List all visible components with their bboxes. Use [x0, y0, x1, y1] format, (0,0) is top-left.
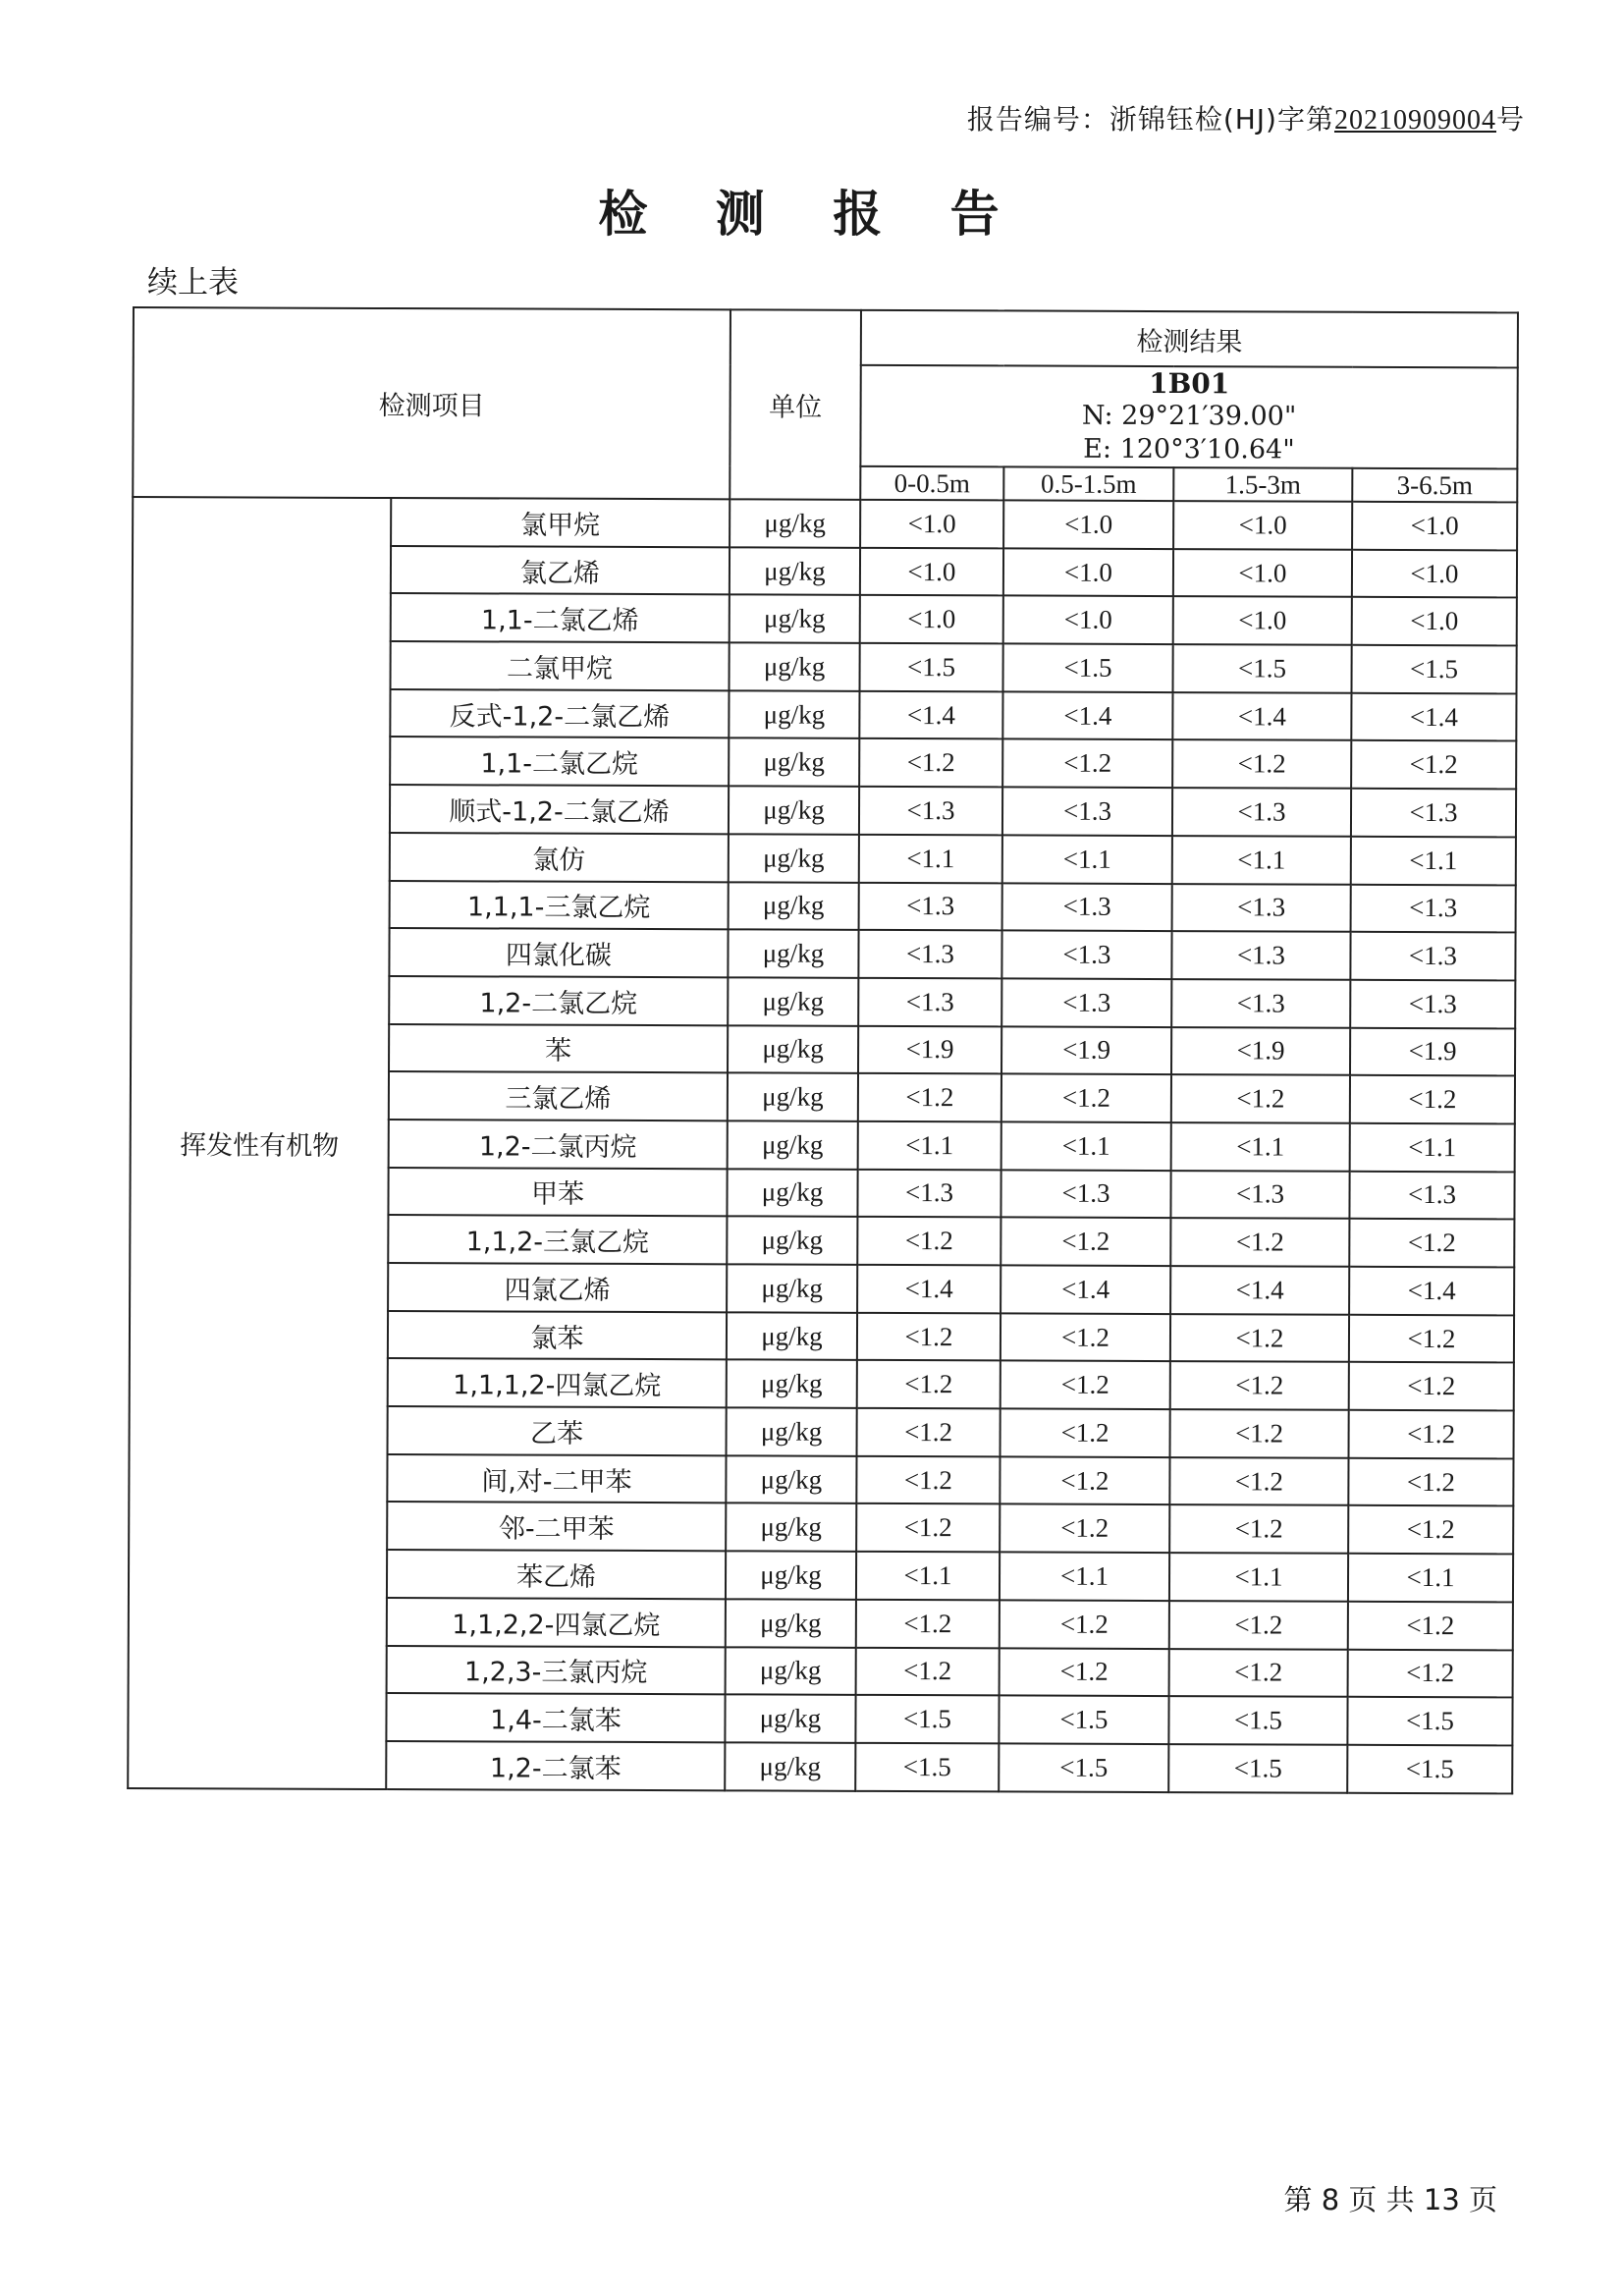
result-value: <1.3 — [1172, 884, 1351, 932]
result-value: <1.2 — [1000, 1648, 1169, 1696]
result-value: <1.3 — [1002, 788, 1172, 836]
results-header: 检测结果 — [861, 310, 1518, 368]
result-value: <1.5 — [999, 1696, 1168, 1744]
result-value: <1.5 — [999, 1743, 1168, 1791]
result-value: <1.5 — [855, 1743, 999, 1791]
result-value: <1.0 — [1173, 596, 1352, 644]
result-value: <1.2 — [1349, 1314, 1514, 1362]
analyte-name: 氯甲烷 — [391, 498, 730, 547]
result-value: <1.5 — [1347, 1697, 1512, 1745]
analyte-unit: μg/kg — [725, 1695, 855, 1743]
analyte-name: 间,对-二甲苯 — [387, 1454, 726, 1503]
result-value: <1.2 — [858, 1073, 1001, 1121]
result-value: <1.3 — [858, 978, 1001, 1026]
page-title: 检 测 报 告 — [598, 186, 1025, 243]
result-value: <1.2 — [1348, 1602, 1513, 1650]
analyte-name: 甲苯 — [388, 1168, 727, 1217]
result-value: <1.5 — [855, 1695, 999, 1743]
analyte-unit: μg/kg — [727, 1360, 857, 1408]
result-value: <1.2 — [1350, 1075, 1515, 1123]
result-value: <1.0 — [860, 500, 1003, 548]
analyte-unit: μg/kg — [730, 595, 860, 643]
analyte-unit: μg/kg — [728, 1121, 858, 1169]
result-value: <1.3 — [859, 882, 1002, 930]
analyte-unit: μg/kg — [727, 1264, 857, 1312]
site-longitude: E: 120°3′10.64" — [1083, 433, 1295, 465]
analyte-name: 1,2-二氯丙烷 — [389, 1120, 728, 1169]
result-value: <1.4 — [1170, 1266, 1349, 1314]
result-value: <1.1 — [1351, 837, 1516, 885]
result-value: <1.3 — [1171, 931, 1350, 979]
category-cell: 挥发性有机物 — [128, 497, 391, 1789]
result-value: <1.1 — [1001, 1121, 1171, 1170]
result-value: <1.9 — [1001, 1026, 1171, 1074]
analyte-name: 1,4-二氯苯 — [386, 1693, 725, 1742]
analyte-name: 邻-二甲苯 — [387, 1502, 726, 1551]
result-value: <1.4 — [1001, 1265, 1170, 1313]
analyte-unit: μg/kg — [729, 834, 859, 882]
report-number: 20210909004 — [1333, 105, 1496, 136]
result-value: <1.5 — [1168, 1696, 1347, 1744]
result-value: <1.2 — [857, 1313, 1001, 1361]
result-value: <1.2 — [1002, 739, 1172, 788]
continued-label: 续上表 — [147, 265, 239, 301]
result-value: <1.2 — [1170, 1361, 1349, 1409]
result-value: <1.0 — [860, 595, 1003, 643]
result-value: <1.3 — [857, 1169, 1001, 1217]
result-value: <1.2 — [859, 738, 1002, 787]
result-value: <1.2 — [1001, 1074, 1171, 1122]
unit-header: 单位 — [730, 309, 861, 500]
analyte-name: 反式-1,2-二氯乙烯 — [390, 689, 729, 738]
analyte-name: 氯苯 — [388, 1311, 727, 1360]
analyte-unit: μg/kg — [728, 1073, 858, 1121]
result-value: <1.4 — [1002, 691, 1172, 739]
result-value: <1.2 — [1000, 1504, 1169, 1553]
analyte-name: 1,2-二氯苯 — [386, 1741, 725, 1790]
result-value: <1.1 — [1172, 836, 1351, 884]
analyte-unit: μg/kg — [725, 1742, 855, 1790]
result-value: <1.2 — [1170, 1218, 1349, 1266]
analyte-unit: μg/kg — [726, 1455, 856, 1503]
analyte-unit: μg/kg — [727, 1169, 857, 1217]
result-value: <1.2 — [1169, 1601, 1348, 1649]
result-value: <1.2 — [1000, 1600, 1169, 1648]
result-value: <1.1 — [1002, 835, 1172, 883]
site-info — [860, 365, 1517, 469]
analyte-name: 1,1-二氯乙烷 — [390, 737, 729, 786]
analyte-name: 四氯乙烯 — [388, 1263, 727, 1312]
result-value: <1.0 — [1173, 501, 1352, 549]
result-value: <1.4 — [859, 691, 1002, 739]
result-value: <1.2 — [856, 1503, 1000, 1552]
result-value: <1.5 — [1351, 645, 1516, 693]
analyte-unit: μg/kg — [729, 882, 859, 930]
analyte-unit: μg/kg — [730, 547, 860, 595]
analyte-unit: μg/kg — [727, 1312, 857, 1360]
analyte-unit: μg/kg — [726, 1551, 856, 1599]
analyte-name: 二氯甲烷 — [391, 641, 730, 690]
result-value: <1.5 — [1347, 1745, 1512, 1793]
analyte-name: 顺式-1,2-二氯乙烯 — [390, 785, 729, 834]
analyte-unit: μg/kg — [726, 1599, 856, 1647]
result-value: <1.1 — [856, 1552, 1000, 1600]
result-value: <1.3 — [1349, 1171, 1514, 1219]
site-latitude: N: 29°21′39.00" — [1081, 400, 1297, 432]
item-header: 检测项目 — [133, 307, 730, 499]
result-value: <1.5 — [860, 643, 1003, 691]
result-value: <1.9 — [858, 1025, 1001, 1073]
result-value: <1.2 — [1348, 1649, 1513, 1697]
result-value: <1.3 — [1171, 979, 1350, 1027]
analyte-name: 1,2-二氯乙烷 — [389, 976, 728, 1025]
analyte-unit: μg/kg — [726, 1647, 856, 1695]
analyte-unit: μg/kg — [728, 1025, 858, 1073]
results-table — [127, 306, 1519, 1794]
result-value: <1.3 — [1002, 883, 1172, 931]
analyte-unit: μg/kg — [726, 1503, 856, 1552]
result-value: <1.1 — [1348, 1554, 1513, 1602]
report-number-label: 报告编号：浙锦钰检(HJ)字第 — [966, 103, 1334, 136]
result-value: <1.2 — [1351, 740, 1516, 789]
result-value: <1.5 — [1168, 1744, 1347, 1792]
result-value: <1.2 — [856, 1647, 1000, 1695]
analyte-unit: μg/kg — [729, 738, 859, 787]
result-value: <1.0 — [1003, 596, 1173, 644]
result-value: <1.4 — [1351, 693, 1516, 741]
result-value: <1.0 — [1352, 502, 1517, 550]
result-value: <1.3 — [1001, 1170, 1170, 1218]
analyte-name: 1,2,3-三氯丙烷 — [387, 1646, 726, 1695]
analyte-name: 1,1,1-三氯乙烷 — [390, 881, 729, 930]
result-value: <1.0 — [1352, 549, 1517, 597]
result-value: <1.0 — [1003, 500, 1173, 548]
depth-header: 0-0.5m — [860, 466, 1003, 501]
report-number-suffix: 号 — [1495, 103, 1525, 136]
analyte-name: 1,1,1,2-四氯乙烷 — [388, 1358, 727, 1407]
result-value: <1.2 — [1172, 740, 1351, 789]
result-value: <1.2 — [857, 1360, 1001, 1408]
result-value: <1.4 — [857, 1265, 1001, 1313]
result-value: <1.2 — [1000, 1456, 1169, 1504]
result-value: <1.5 — [1172, 644, 1351, 692]
analyte-unit: μg/kg — [728, 977, 858, 1025]
result-value: <1.1 — [1171, 1122, 1350, 1171]
result-value: <1.3 — [1350, 980, 1515, 1028]
result-value: <1.3 — [1001, 978, 1171, 1026]
result-value: <1.2 — [857, 1217, 1001, 1265]
result-value: <1.2 — [856, 1456, 1000, 1504]
analyte-name: 四氯化碳 — [389, 928, 728, 977]
analyte-name: 氯仿 — [390, 833, 729, 882]
result-value: <1.2 — [1349, 1219, 1514, 1267]
result-value: <1.9 — [1171, 1027, 1350, 1075]
result-value: <1.0 — [860, 548, 1003, 596]
result-value: <1.2 — [1170, 1314, 1349, 1362]
analyte-unit: μg/kg — [729, 690, 859, 738]
result-value: <1.3 — [1351, 884, 1516, 932]
result-value: <1.9 — [1350, 1027, 1515, 1075]
result-value: <1.3 — [1170, 1171, 1349, 1219]
result-value: <1.2 — [1169, 1505, 1348, 1554]
result-value: <1.0 — [1003, 548, 1173, 596]
result-value: <1.1 — [858, 1121, 1001, 1170]
result-value: <1.2 — [1169, 1457, 1348, 1505]
result-value: <1.2 — [856, 1600, 1000, 1648]
analyte-unit: μg/kg — [730, 642, 860, 690]
result-value: <1.1 — [1000, 1553, 1169, 1601]
analyte-name: 苯乙烯 — [387, 1550, 726, 1599]
result-value: <1.4 — [1349, 1267, 1514, 1315]
depth-header: 0.5-1.5m — [1003, 466, 1173, 501]
analyte-unit: μg/kg — [727, 1217, 857, 1265]
analyte-name: 1,1-二氯乙烯 — [391, 593, 730, 642]
result-value: <1.1 — [1350, 1123, 1515, 1172]
analyte-name: 苯 — [389, 1024, 728, 1073]
result-value: <1.2 — [1170, 1409, 1349, 1457]
result-value: <1.2 — [1348, 1458, 1513, 1506]
analyte-name: 乙苯 — [388, 1406, 727, 1455]
depth-header: 1.5-3m — [1173, 467, 1352, 502]
result-value: <1.2 — [857, 1408, 1001, 1456]
page-number: 第 8 页 共 13 页 — [1283, 2183, 1497, 2216]
result-value: <1.2 — [1171, 1074, 1350, 1122]
analyte-unit: μg/kg — [730, 499, 860, 547]
analyte-unit: μg/kg — [728, 930, 858, 978]
analyte-name: 氯乙烯 — [391, 546, 730, 595]
result-value: <1.0 — [1352, 597, 1517, 645]
result-value: <1.2 — [1169, 1649, 1348, 1697]
analyte-unit: μg/kg — [727, 1407, 857, 1455]
result-value: <1.0 — [1173, 549, 1352, 597]
result-value: <1.2 — [1001, 1218, 1170, 1266]
result-value: <1.3 — [859, 787, 1002, 835]
result-value: <1.4 — [1172, 692, 1351, 740]
result-value: <1.2 — [1348, 1505, 1513, 1554]
result-value: <1.3 — [858, 930, 1001, 978]
result-value: <1.3 — [1350, 932, 1515, 980]
table-row — [133, 497, 1517, 550]
result-value: <1.3 — [1001, 931, 1171, 979]
analyte-name: 1,1,2,2-四氯乙烷 — [387, 1598, 726, 1647]
site-id: 1B01 — [1149, 366, 1230, 401]
result-value: <1.2 — [1001, 1408, 1170, 1456]
result-value: <1.2 — [1349, 1410, 1514, 1458]
result-value: <1.2 — [1001, 1361, 1170, 1409]
result-value: <1.3 — [1351, 789, 1516, 837]
result-value: <1.1 — [1169, 1553, 1348, 1601]
result-value: <1.3 — [1172, 788, 1351, 836]
depth-header: 3-6.5m — [1352, 468, 1517, 503]
report-number-line — [967, 98, 1525, 137]
result-value: <1.5 — [1003, 643, 1173, 691]
analyte-name: 三氯乙烯 — [389, 1071, 728, 1121]
analyte-unit: μg/kg — [729, 786, 859, 834]
result-value: <1.1 — [859, 835, 1002, 883]
result-value: <1.2 — [1001, 1313, 1170, 1361]
analyte-name: 1,1,2-三氯乙烷 — [388, 1215, 727, 1264]
result-value: <1.2 — [1349, 1362, 1514, 1410]
